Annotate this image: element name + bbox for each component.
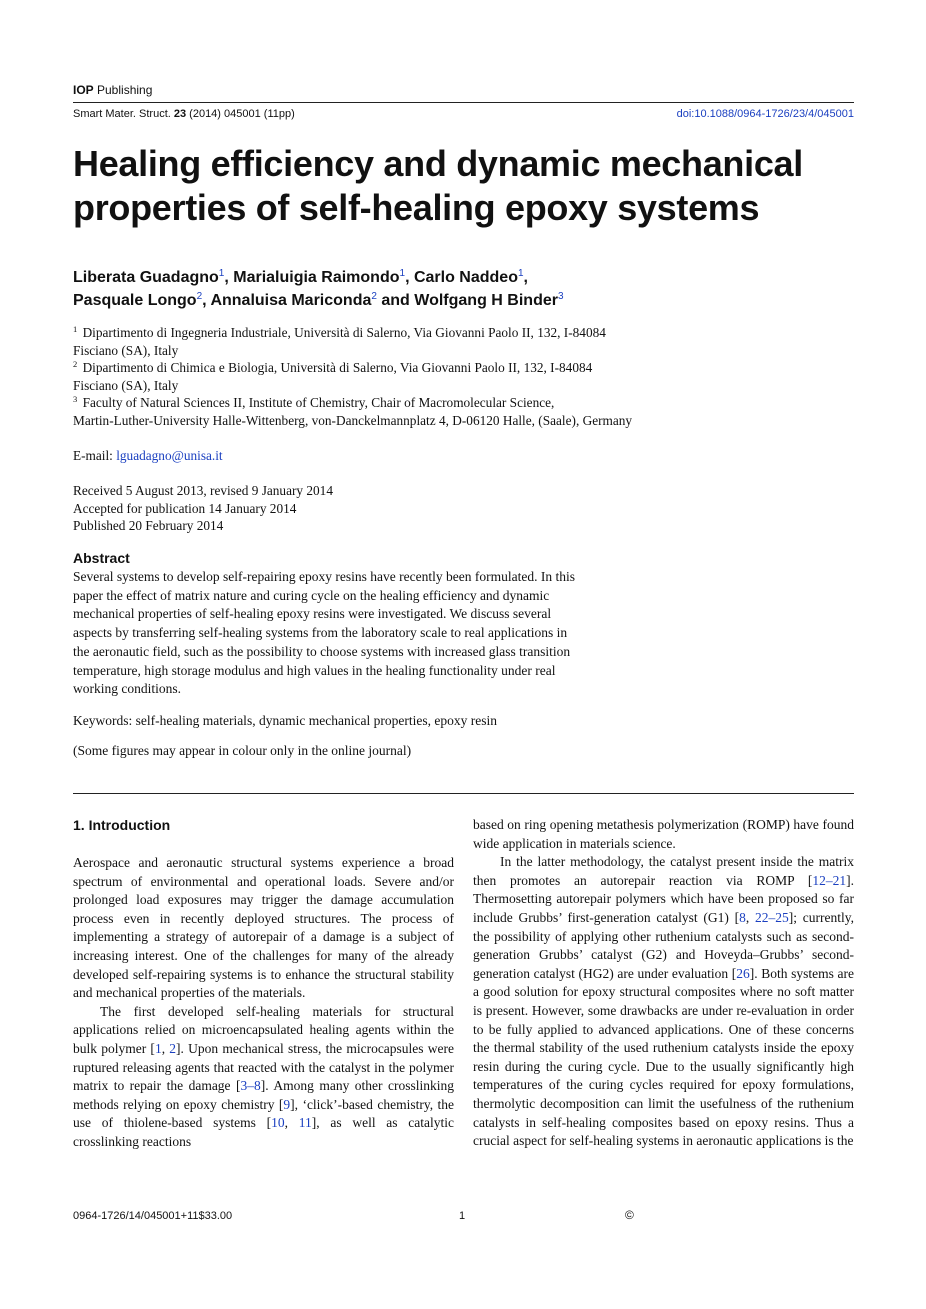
email-link[interactable]: lguadagno@unisa.it <box>116 448 223 463</box>
section-heading: 1. Introduction <box>73 817 171 833</box>
citation-link[interactable]: 26 <box>736 965 750 981</box>
author-name: Wolfgang H Binder <box>414 292 558 309</box>
citation-link[interactable]: 9 <box>283 1096 291 1112</box>
received-date: Received 5 August 2013, revised 9 January 2014 <box>73 483 333 498</box>
author-name: Carlo Naddeo <box>413 269 518 286</box>
published-date: Published 20 February 2014 <box>73 518 224 533</box>
citation-link[interactable]: 3–8 <box>240 1078 261 1094</box>
affiliation-ref[interactable]: 1 <box>218 268 225 279</box>
paper-title: Healing efficiency and dynamic mechanical properties of self-healing epoxy systems <box>73 143 803 228</box>
paragraph: The first developed self-healing materials for structural applications relied on microencapsulated healing agents within the bulk polymer [1, 2]. Upon mechanical stress, the microcapsules were ruptured releasing agents that reacted with the catalyst in the polymer matrix to repair the damage [3–8]. Among many other crosslinking methods relying on epoxy chemistry [9], ‘click’-based chemistry, the use of thiolene-based systems [10, 11], as well as catalytic crosslinking reactions <box>73 1003 455 1149</box>
abstract-text: Several systems to develop self-repairing epoxy resins have recently been formulated. In this paper the effect of matrix nature and curing cycle on the healing efficiency and dynamic mechanical properties of self-healing epoxy resins were investigated. We discuss several aspects by transferring self-healing systems from the laboratory scale to real applications in the aeronautic field, such as the possibility to choose systems with increased glass transition temperature, high storage modulus and high values in the healing functionality under real working conditions. <box>73 569 575 697</box>
journal-reference: Smart Mater. Struct. 23 (2014) 045001 (11pp) <box>73 108 295 120</box>
colour-note: (Some figures may appear in colour only in the online journal) <box>73 743 412 758</box>
author-name: Annaluisa Mariconda <box>210 292 372 309</box>
copyright-icon: © <box>625 1208 634 1222</box>
page-number: 1 <box>459 1210 466 1222</box>
body-column-left <box>73 816 454 1152</box>
affiliation-ref[interactable]: 2 <box>371 291 377 302</box>
header-rule <box>73 102 854 103</box>
author-name: Pasquale Longo <box>73 292 197 309</box>
affiliation-item: $^3$ Faculty of Natural Sciences II, Institute of Chemistry, Chair of Macromolecular Science, Martin-Luther-University Halle-Wittenberg, von-Danckelmannplatz 4, D-06120 Halle, (Saale), Germany <box>73 394 633 428</box>
citation-link[interactable]: 2 <box>169 1040 177 1056</box>
keywords: Keywords: self-healing materials, dynamic mechanical properties, epoxy resin <box>73 713 497 728</box>
affiliation-ref[interactable]: 2 <box>196 291 203 302</box>
body-column-right <box>473 816 854 1151</box>
affiliation-ref[interactable]: 1 <box>399 268 406 279</box>
contact-email: E-mail: lguadagno@unisa.it <box>73 448 223 463</box>
accepted-date: Accepted for publication 14 January 2014 <box>73 500 297 516</box>
affiliations <box>73 324 693 429</box>
citation-link[interactable]: 12–21 <box>812 872 847 888</box>
section-rule <box>73 793 854 794</box>
publisher-logo: IOP Publishing <box>73 83 153 97</box>
citation-link[interactable]: 22–25 <box>755 909 789 925</box>
publication-dates <box>73 482 333 535</box>
citation-link[interactable]: 1 <box>154 1040 162 1056</box>
paragraph: based on ring opening metathesis polymerization (ROMP) have found wide application in materials science. <box>473 817 854 851</box>
paragraph: Aerospace and aeronautic structural systems experience a broad spectrum of environmental and operational loads. Severe and/or prolonged load exposures may trigger the damage accumulation process even in recently deployed structures. The process of implementing a strategy of autorepair of a damage is a subject of increasing interest. One of the challenges for many of the already developed self-repairing systems is to enhance the structural stability and mechanical properties of the materials. <box>73 855 455 1001</box>
abstract-heading: Abstract <box>73 550 130 566</box>
author-list: Liberata Guadagno$^1$, Marialuigia Raimondo$^1$, Carlo Naddeo$^1$, Pasquale Longo$^2$, Annaluisa Mariconda$^2$ and Wolfgang H Binder$^3$ <box>73 268 564 309</box>
citation-link[interactable]: 10 <box>271 1115 285 1131</box>
author-name: Marialuigia Raimondo <box>233 269 400 286</box>
affiliation-item: $^1$ Dipartimento di Ingegneria Industriale, Università di Salerno, Via Giovanni Paolo II, 132, I-84084 Fisciano (SA), Italy <box>73 324 606 358</box>
paragraph: In the latter methodology, the catalyst present inside the matrix then promotes an autorepair reaction via ROMP [12–21]. Thermosetting autorepair polymers which have been proposed so far include Grubbs’ first-generation catalyst (G1) [8, 22–25]; currently, the possibility of applying other ruthenium catalysts such as second-generation Grubbs’ catalyst (G2) and Hoveyda–Grubbs’ second-generation catalyst (HG2) are under evaluation [26]. Both systems are a good solution for epoxy structural composites where no soft matter is present. However, some drawbacks are under re-evaluation in order to be fully applied to advanced applications. One of these concerns the thermal stability of the used ruthenium catalysts inside the epoxy resin during the curing cycle. Due to the usually significantly high temperatures of the curing cycles required for epoxy formulations, thermolytic decomposition can limit the usefulness of the ruthenium catalysts in self-healing composites based on epoxy resins. Thus a crucial aspect for self-healing systems in aeronautic applications is the <box>473 854 854 1149</box>
author-name: Liberata Guadagno <box>73 269 219 286</box>
footer-issn: 0964-1726/14/045001+11$33.00 <box>73 1210 233 1222</box>
affiliation-item: $^2$ Dipartimento di Chimica e Biologia, Università di Salerno, Via Giovanni Paolo II, 132, I-84084 Fisciano (SA), Italy <box>73 359 593 393</box>
citation-link[interactable]: 11 <box>298 1115 312 1131</box>
affiliation-ref[interactable]: 1 <box>517 268 524 279</box>
doi-link[interactable]: doi:10.1088/0964-1726/23/4/045001 <box>676 108 854 120</box>
affiliation-ref[interactable]: 3 <box>557 291 564 302</box>
citation-link[interactable]: 8 <box>739 909 746 925</box>
